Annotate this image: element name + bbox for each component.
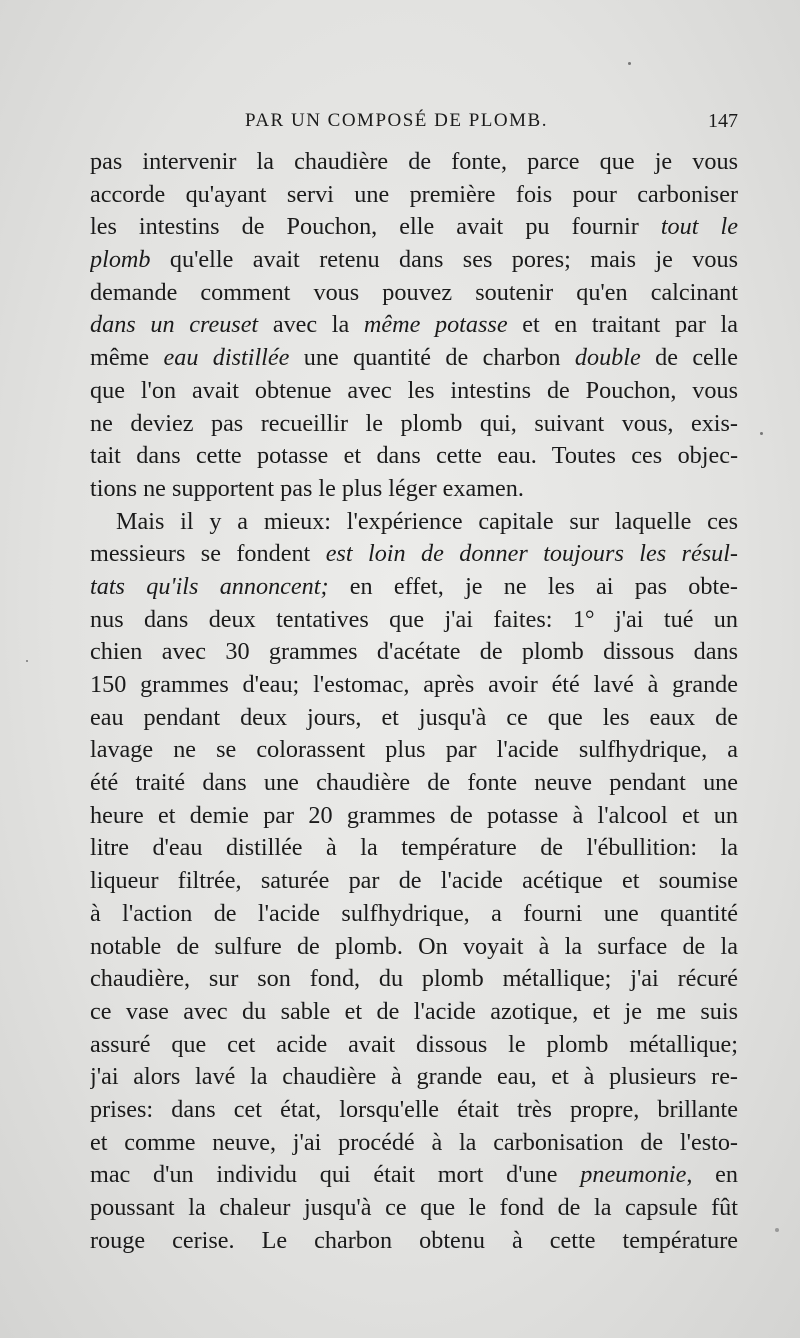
text-segment: demande comment vous pouvez soutenir qu'en calcinant [90, 278, 738, 306]
body-text [90, 146, 738, 1257]
text-line [90, 309, 738, 342]
text-line [90, 1192, 738, 1225]
text-line [90, 734, 738, 767]
text-segment: eau pendant deux jours, et jusqu'à ce que les eaux de [90, 703, 738, 731]
text-segment: chaudière, sur son fond, du plomb métallique; j'ai récuré [90, 965, 738, 993]
text-line [90, 604, 738, 637]
paper-speck [628, 62, 631, 65]
italic-text: est loin de donner toujours les résul- [325, 540, 738, 568]
text-segment: avec la [258, 311, 364, 339]
running-head [90, 110, 740, 140]
text-line [90, 277, 738, 310]
text-segment: et comme neuve, j'ai procédé à la carbonisation de l'esto- [90, 1128, 738, 1156]
text-segment: , en [686, 1161, 738, 1189]
text-line [90, 767, 738, 800]
paper-speck [26, 660, 28, 662]
text-line [90, 963, 738, 996]
text-line [90, 506, 738, 539]
text-line [90, 179, 738, 212]
text-segment: mac d'un individu qui était mort d'une [90, 1161, 581, 1189]
text-segment: notable de sulfure de plomb. On voyait à la surface de la [90, 932, 738, 960]
text-line [90, 146, 738, 179]
text-segment: de celle [640, 344, 738, 372]
text-line [90, 342, 738, 375]
text-line [90, 1225, 738, 1258]
text-segment: qu'elle avait retenu dans ses pores; mais je vous [150, 246, 738, 274]
text-line [90, 1159, 738, 1192]
text-segment: à l'action de l'acide sulfhydrique, a fourni une quantité [90, 899, 738, 927]
italic-text: double [574, 344, 641, 372]
text-segment: prises: dans cet état, lorsqu'elle était très propre, brillante [90, 1095, 738, 1123]
text-line [90, 898, 738, 931]
text-line [90, 538, 738, 571]
text-segment: heure et demie par 20 grammes de potasse à l'alcool et un [90, 801, 738, 829]
paper-speck [775, 1228, 779, 1232]
text-segment: Mais il y a mieux: l'expérience capitale sur laquelle ces [116, 507, 738, 535]
text-line [90, 1094, 738, 1127]
text-line [90, 473, 738, 506]
text-segment: nus dans deux tentatives que j'ai faites: 1° j'ai tué un [90, 605, 738, 633]
text-segment: assuré que cet acide avait dissous le plomb métallique; [90, 1030, 738, 1058]
paper-speck [760, 432, 763, 435]
text-segment: lavage ne se colorassent plus par l'acide sulfhydrique, a [90, 736, 738, 764]
text-line [90, 1061, 738, 1094]
text-line [90, 996, 738, 1029]
text-line [90, 832, 738, 865]
text-segment: tions ne supportent pas le plus léger examen. [90, 474, 524, 502]
italic-text: tout le [660, 213, 738, 241]
italic-text: tats qu'ils annoncent; [90, 572, 329, 600]
text-segment: ne deviez pas recueillir le plomb qui, suivant vous, exis- [90, 409, 738, 437]
text-segment: accorde qu'ayant servi une première fois pour carboniser [90, 180, 738, 208]
text-line [90, 865, 738, 898]
text-segment: une quantité de charbon [289, 344, 575, 372]
text-line [90, 669, 738, 702]
text-segment: en effet, je ne les ai pas obte- [328, 572, 738, 600]
italic-text: dans un creuset [90, 311, 259, 339]
text-line [90, 1127, 738, 1160]
running-title: PAR UN COMPOSÉ DE PLOMB. [245, 110, 548, 131]
text-line [90, 440, 738, 473]
text-segment: pas intervenir la chaudière de fonte, parce que je vous [90, 148, 738, 175]
text-segment: rouge cerise. Le charbon obtenu à cette température [90, 1226, 738, 1254]
text-segment: litre d'eau distillée à la température de l'ébullition: la [90, 834, 738, 862]
text-line [90, 931, 738, 964]
text-segment: tait dans cette potasse et dans cette eau. Toutes ces objec- [90, 442, 738, 470]
text-segment: j'ai alors lavé la chaudière à grande eau, et à plusieurs re- [90, 1063, 738, 1091]
text-segment: 150 grammes d'eau; l'estomac, après avoir été lavé à grande [90, 671, 738, 698]
text-segment: les intestins de Pouchon, elle avait pu fournir [90, 213, 661, 241]
text-line [90, 244, 738, 277]
text-line [90, 375, 738, 408]
italic-text: pneumonie [580, 1161, 687, 1189]
text-segment: même [90, 344, 164, 372]
text-segment: messieurs se fondent [90, 540, 326, 568]
text-segment: liqueur filtrée, saturée par de l'acide acétique et soumise [90, 867, 738, 895]
italic-text: eau distillée [163, 344, 290, 372]
text-segment: que l'on avait obtenue avec les intestins de Pouchon, vous [90, 376, 738, 404]
text-line [90, 1029, 738, 1062]
text-line [90, 408, 738, 441]
text-line [90, 636, 738, 669]
italic-text: plomb [90, 246, 151, 274]
text-segment: chien avec 30 grammes d'acétate de plomb dissous dans [90, 638, 738, 666]
text-line [90, 800, 738, 833]
text-line [90, 211, 738, 244]
italic-text: même potasse [363, 311, 508, 339]
text-segment: poussant la chaleur jusqu'à ce que le fond de la capsule fût [90, 1194, 738, 1221]
page-number: 147 [708, 110, 738, 132]
text-segment: et en traitant par la [507, 311, 738, 339]
text-segment: été traité dans une chaudière de fonte neuve pendant une [90, 769, 738, 797]
text-segment: ce vase avec du sable et de l'acide azotique, et je me suis [90, 997, 738, 1025]
text-line [90, 702, 738, 735]
text-line [90, 571, 738, 604]
